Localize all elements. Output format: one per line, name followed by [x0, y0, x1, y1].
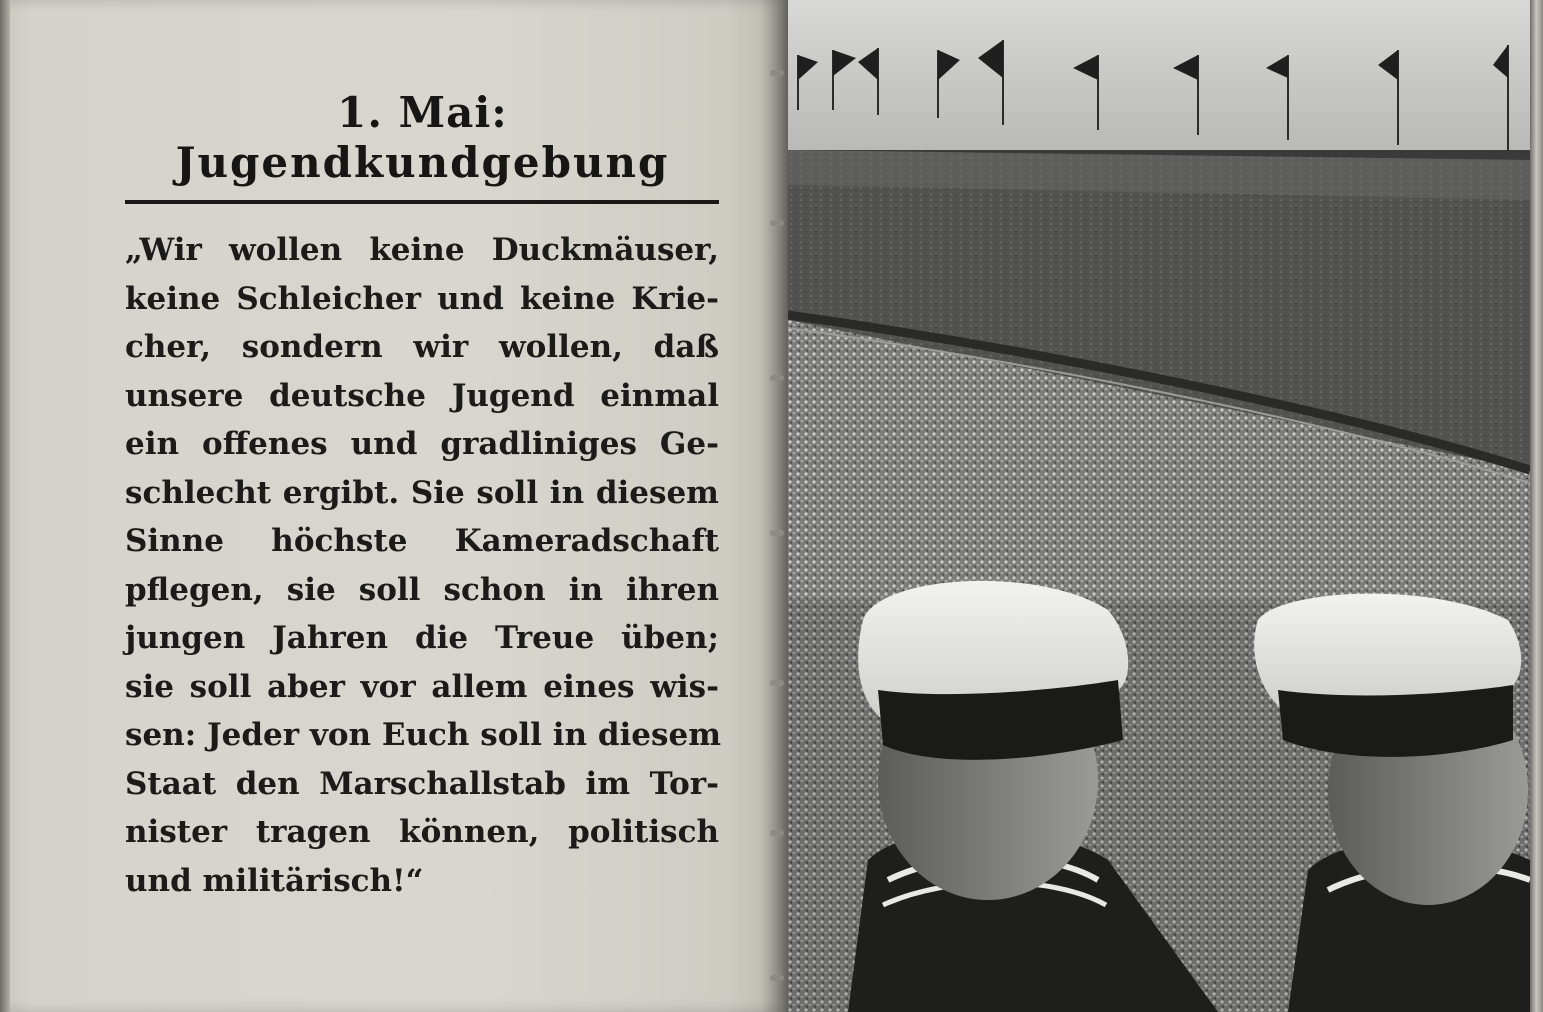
binding-ring: [770, 220, 784, 226]
quote-line: Staat den Marschallstab im Tor-: [125, 765, 719, 802]
quote-line: Sinne höchste Kameradschaft: [125, 523, 719, 559]
stadium-photo: [788, 0, 1530, 1012]
quote-line: pflegen, sie soll schon in ihren: [125, 571, 719, 608]
page-heading: [125, 88, 720, 188]
quote-line: sen: Jeder von Euch soll in diesem: [125, 717, 721, 753]
quote-line: ein offenes und gradliniges Ge-: [125, 426, 719, 462]
quote-line: unsere deutsche Jugend einmal: [125, 377, 719, 414]
quote-line: nister tragen können, politisch: [125, 814, 719, 850]
binding-ring: [770, 70, 784, 76]
binding-ring: [770, 830, 784, 836]
binding-ring: [770, 375, 784, 381]
quote-line: keine Schleicher und keine Krie-: [125, 280, 719, 317]
heading-rule: [125, 200, 719, 204]
page-edge: [0, 0, 10, 1012]
heading-title: Jugendkundgebung: [175, 138, 670, 187]
quote-line: schlecht ergibt. Sie soll in diesem: [125, 474, 719, 511]
page-edge: [1530, 0, 1543, 1012]
binding-ring: [770, 975, 784, 981]
photo-illustration: [788, 0, 1530, 1012]
heading-date: 1. Mai:: [337, 88, 508, 137]
quote-text: [125, 226, 719, 905]
binding-ring: [770, 530, 784, 536]
quote-line: cher, sondern wir wollen, daß: [125, 329, 719, 365]
quote-line: jungen Jahren die Treue üben;: [125, 620, 719, 656]
quote-line: „Wir wollen keine Duckmäuser,: [125, 232, 719, 268]
quote-line: und militärisch!“: [125, 862, 424, 899]
quote-line: sie soll aber vor allem eines wis-: [125, 668, 719, 705]
binding-ring: [770, 680, 784, 686]
